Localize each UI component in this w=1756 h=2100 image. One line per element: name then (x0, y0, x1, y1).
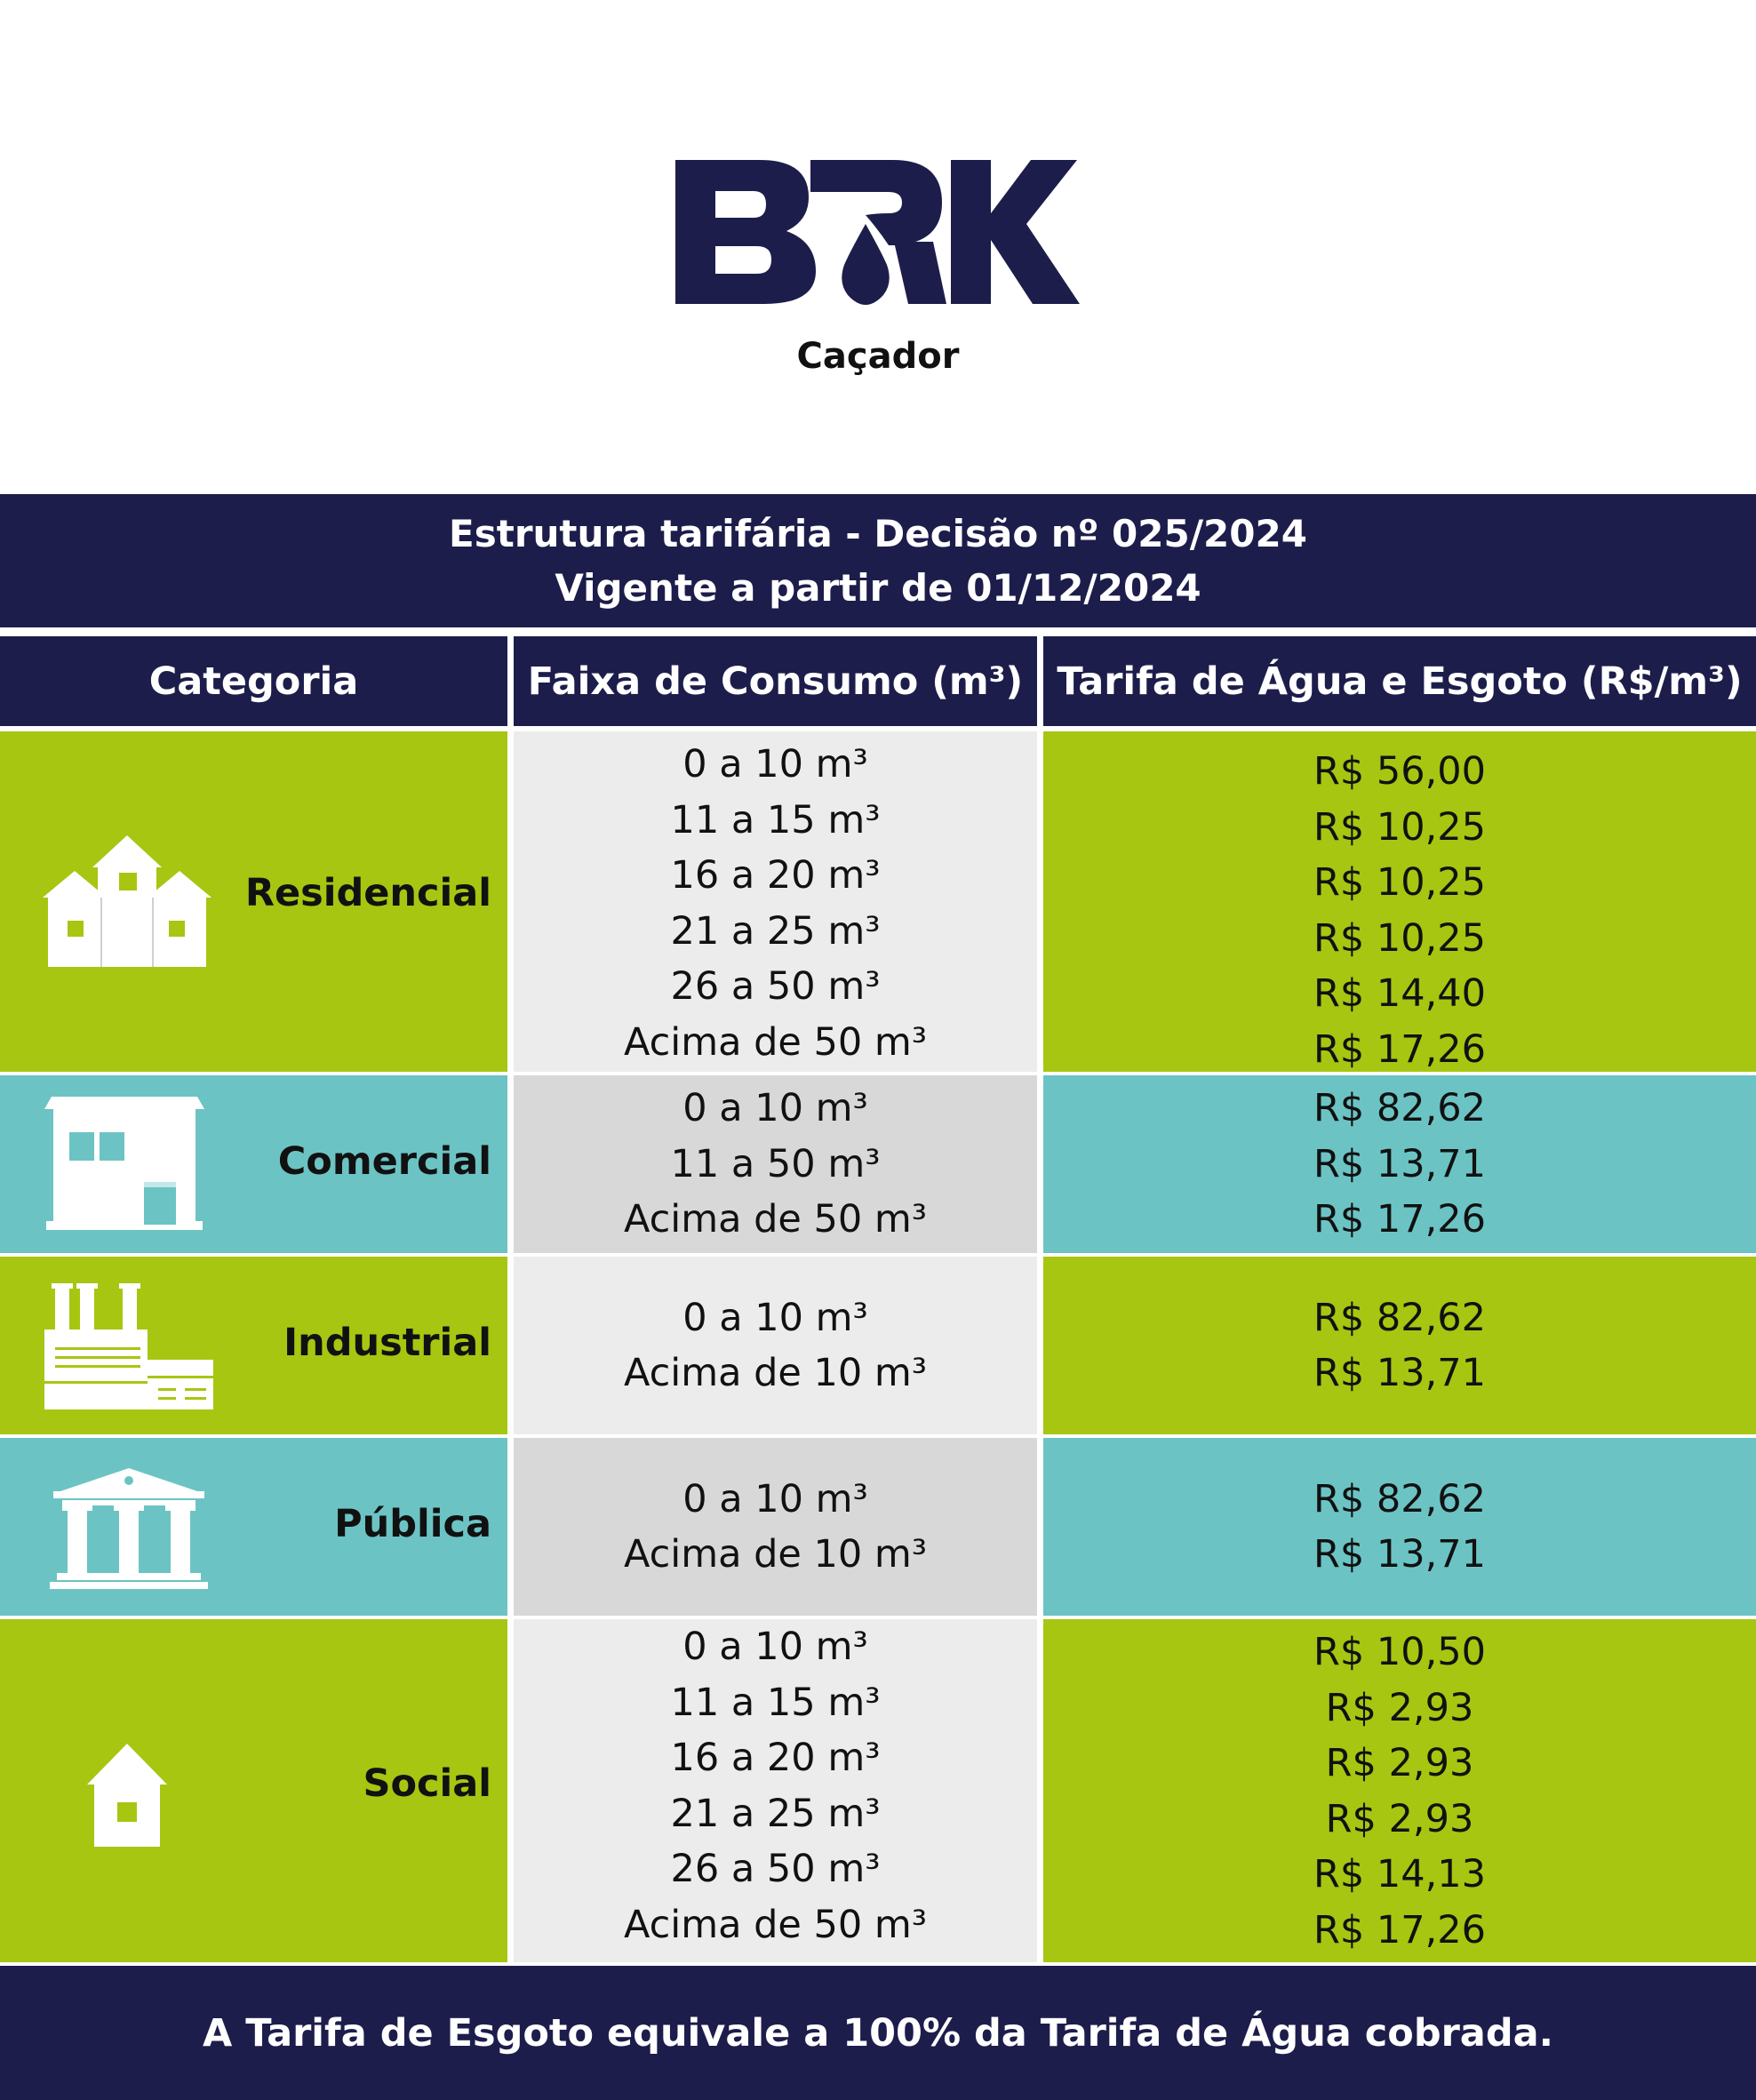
house-icon (87, 1740, 167, 1847)
range-item: 11 a 15 m³ (670, 1680, 881, 1725)
range-item: 16 a 20 m³ (670, 853, 881, 898)
range-item: 16 a 20 m³ (670, 1736, 881, 1780)
range-item: 0 a 10 m³ (682, 1476, 868, 1521)
header-tarifa: Tarifa de Água e Esgoto (R$/m³) (1043, 636, 1756, 726)
header-categoria: Categoria (0, 636, 507, 726)
tariff-item: R$ 13,71 (1313, 1351, 1486, 1395)
header-faixa: Faixa de Consumo (m³) (514, 636, 1037, 726)
range-item: 26 a 50 m³ (670, 1847, 881, 1891)
title-line-1: Estrutura tarifária - Decisão nº 025/2024 (449, 512, 1307, 555)
tariff-item: R$ 13,71 (1313, 1141, 1486, 1186)
ranges-residencial (514, 731, 1037, 1072)
range-item: 21 a 25 m³ (670, 908, 881, 954)
tariffs-publica (1043, 1438, 1756, 1616)
category-comercial (0, 1075, 507, 1253)
range-item: Acima de 50 m³ (623, 1197, 928, 1242)
tariff-item: R$ 17,26 (1313, 1907, 1486, 1952)
tariff-item: R$ 82,62 (1313, 1086, 1486, 1131)
category-name: Comercial (277, 1139, 491, 1184)
tariff-item: R$ 17,26 (1313, 1197, 1486, 1242)
tariffs-residencial (1043, 731, 1756, 1072)
range-item: Acima de 10 m³ (623, 1351, 928, 1395)
category-publica (0, 1438, 507, 1616)
category-residencial (0, 731, 507, 1072)
range-item: 21 a 25 m³ (670, 1791, 881, 1836)
ranges-comercial (514, 1075, 1037, 1253)
factory-icon (43, 1283, 213, 1409)
range-item: 0 a 10 m³ (682, 742, 868, 787)
category-name: Pública (334, 1502, 491, 1546)
tariff-item: R$ 2,93 (1325, 1685, 1474, 1730)
tariff-title (0, 494, 1756, 627)
tariff-item: R$ 17,26 (1313, 1026, 1486, 1072)
tariff-item: R$ 10,25 (1313, 915, 1486, 961)
tariff-item: R$ 13,71 (1313, 1532, 1486, 1577)
tariff-item: R$ 10,25 (1313, 804, 1486, 850)
range-item: 0 a 10 m³ (682, 1625, 868, 1669)
range-item: 26 a 50 m³ (670, 964, 881, 1009)
category-industrial (0, 1257, 507, 1434)
tariff-item: R$ 2,93 (1325, 1741, 1474, 1785)
category-name: Industrial (283, 1321, 491, 1365)
range-item: 11 a 50 m³ (670, 1141, 881, 1186)
city-name: Caçador (796, 336, 960, 377)
range-item: Acima de 50 m³ (623, 1019, 928, 1065)
tariffs-industrial (1043, 1257, 1756, 1434)
tariff-item: R$ 10,25 (1313, 860, 1486, 905)
shop-icon (44, 1097, 204, 1230)
category-name: Social (363, 1761, 491, 1806)
range-item: 11 a 15 m³ (670, 797, 881, 842)
footer-note: A Tarifa de Esgoto equivale a 100% da Tarifa de Água cobrada. (0, 1966, 1756, 2100)
category-social (0, 1619, 507, 1962)
tariff-item: R$ 14,13 (1313, 1852, 1486, 1896)
tariff-item: R$ 82,62 (1313, 1295, 1486, 1340)
range-item: Acima de 10 m³ (623, 1532, 928, 1577)
tariff-item: R$ 10,50 (1313, 1630, 1486, 1674)
ranges-social (514, 1619, 1037, 1962)
ranges-industrial (514, 1257, 1037, 1434)
tariffs-comercial (1043, 1075, 1756, 1253)
range-item: Acima de 50 m³ (623, 1902, 928, 1947)
public-building-icon (48, 1466, 210, 1591)
range-item: 0 a 10 m³ (682, 1086, 868, 1131)
tariff-item: R$ 2,93 (1325, 1796, 1474, 1841)
tariff-item: R$ 14,40 (1313, 971, 1486, 1016)
houses-icon (43, 825, 212, 967)
tariff-item: R$ 56,00 (1313, 749, 1486, 794)
logo-area (0, 0, 1756, 494)
title-line-2: Vigente a partir de 01/12/2024 (555, 566, 1201, 610)
range-item: 0 a 10 m³ (682, 1295, 868, 1340)
category-name: Residencial (244, 871, 491, 915)
tariff-item: R$ 82,62 (1313, 1476, 1486, 1521)
brk-logo (675, 160, 1080, 311)
tariffs-social (1043, 1619, 1756, 1962)
ranges-publica (514, 1438, 1037, 1616)
